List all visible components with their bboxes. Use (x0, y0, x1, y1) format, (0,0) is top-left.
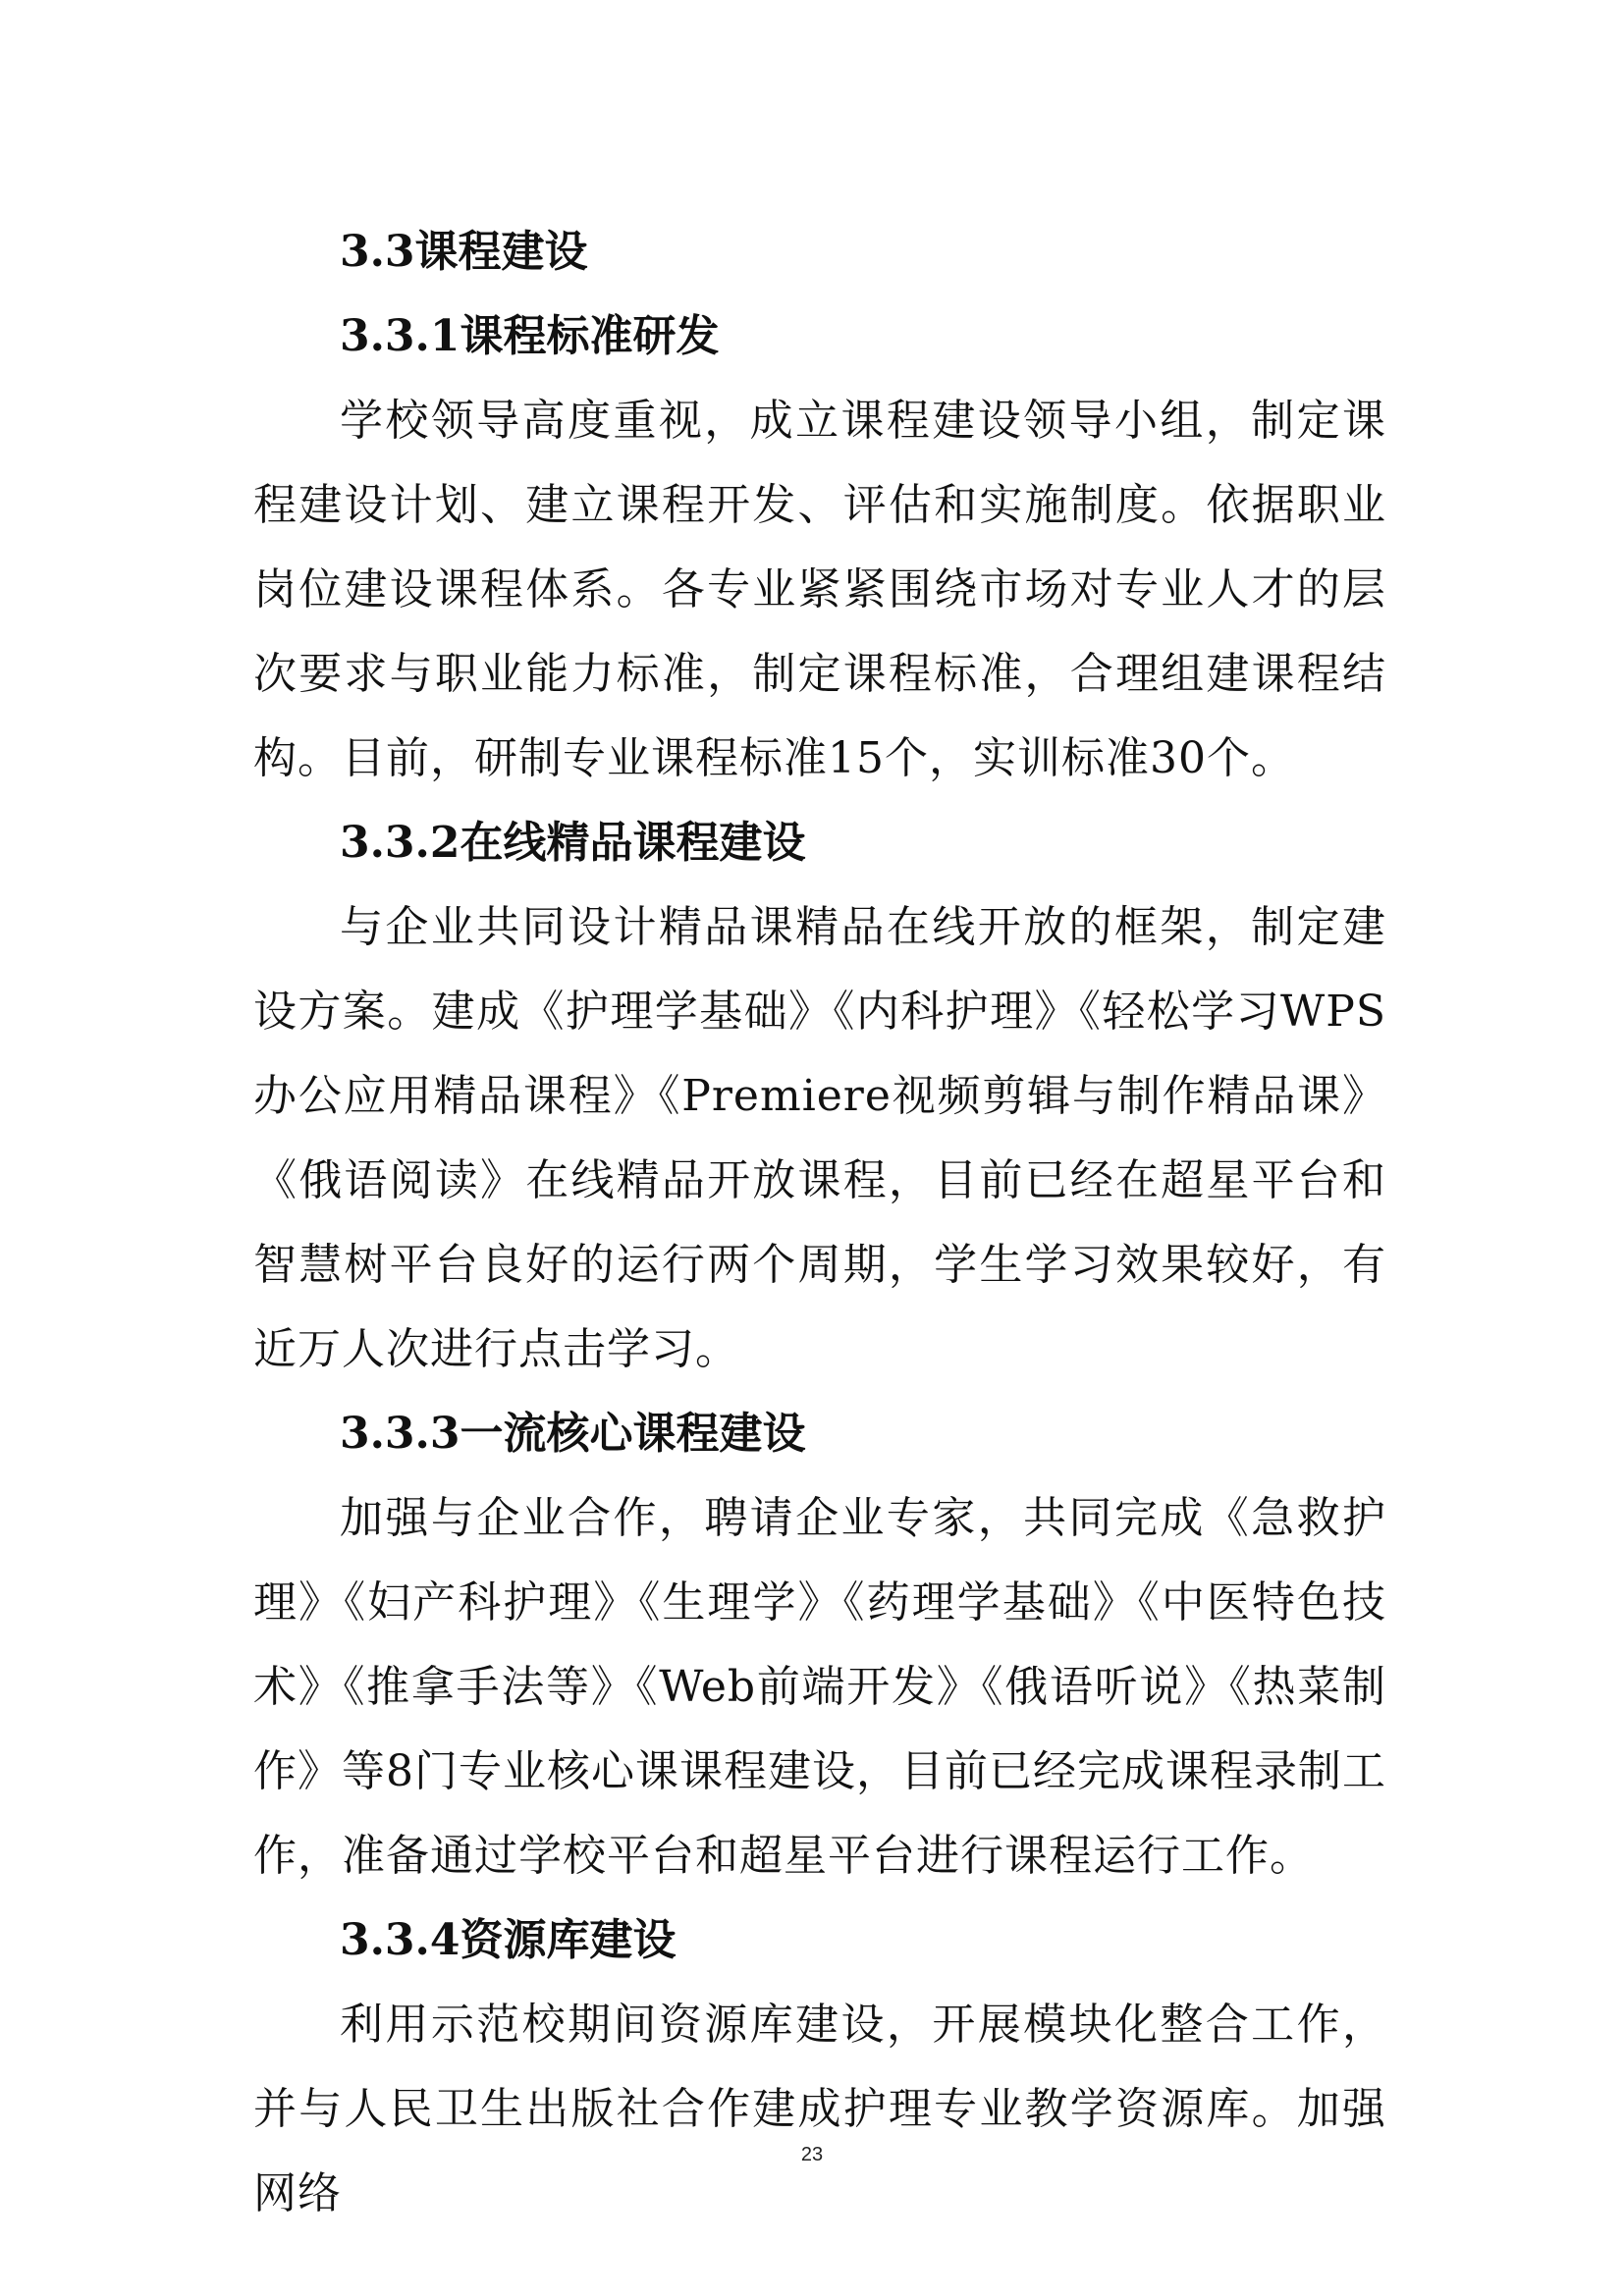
section-3-3-4-paragraph: 利用示范校期间资源库建设，开展模块化整合工作，并与人民卫生出版社合作建成护理专业教学资源库。加强网络 (253, 2000, 1386, 2218)
section-3-3-2-heading: 3.3.2在线精品课程建设 (340, 818, 806, 868)
section-3-3-3-heading: 3.3.3一流核心课程建设 (340, 1409, 806, 1459)
section-3-3-heading: 3.3课程建设 (340, 227, 588, 277)
document-body (253, 210, 1386, 2236)
page-number: 23 (800, 2144, 824, 2165)
section-3-3-3-paragraph: 加强与企业合作，聘请企业专家，共同完成《急救护理》《妇产科护理》《生理学》《药理学基础》《中医特色技术》《推拿手法等》《Web前端开发》《俄语听说》《热菜制作》等8门专业核心课课程建设，目前已经完成课程录制工作，准备通过学校平台和超星平台进行课程运行工作。 (253, 1493, 1386, 1881)
section-3-3-1-paragraph: 学校领导高度重视，成立课程建设领导小组，制定课程建设计划、建立课程开发、评估和实施制度。依据职业岗位建设课程体系。各专业紧紧围绕市场对专业人才的层次要求与职业能力标准，制定课程标准，合理组建课程结构。目前，研制专业课程标准15个，实训标准30个。 (253, 396, 1386, 783)
section-3-3-1-heading: 3.3.1课程标准研发 (340, 311, 720, 361)
section-3-3-2-paragraph: 与企业共同设计精品课精品在线开放的框架，制定建设方案。建成《护理学基础》《内科护理》《轻松学习WPS办公应用精品课程》《Premiere视频剪辑与制作精品课》《俄语阅读》在线精品开放课程，目前已经在超星平台和智慧树平台良好的运行两个周期，学生学习效果较好，有近万人次进行点击学习。 (253, 902, 1386, 1374)
section-3-3-4-heading: 3.3.4资源库建设 (340, 1915, 677, 1965)
